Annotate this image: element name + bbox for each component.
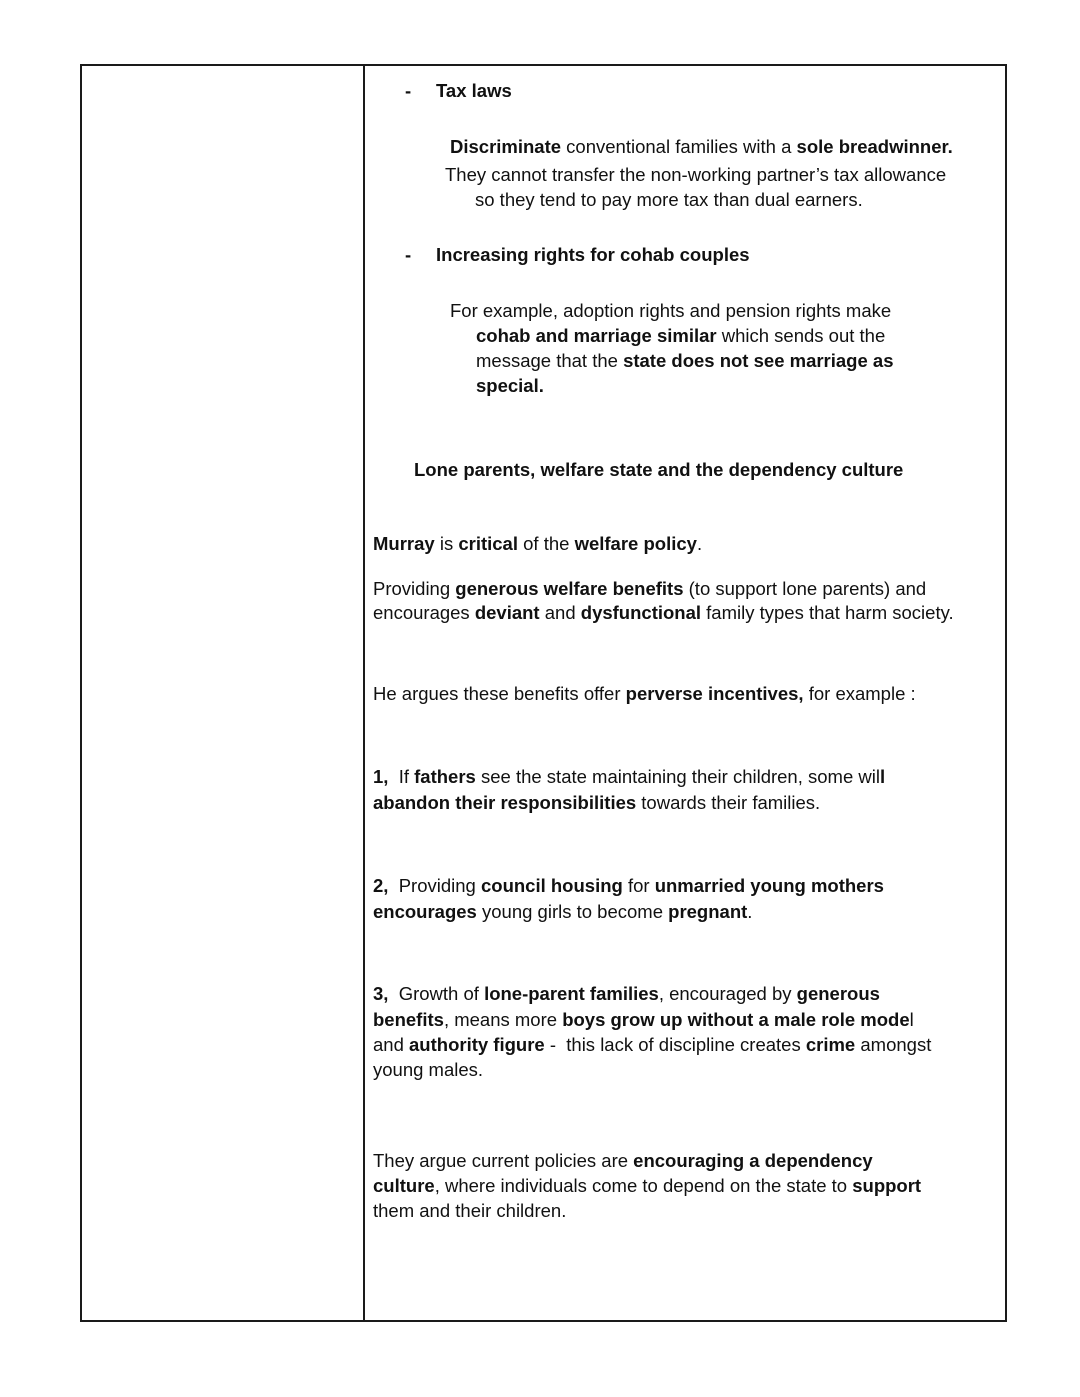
tax-laws-heading: Tax laws (436, 80, 512, 101)
emphasis: l (879, 766, 886, 787)
text: encourages (373, 602, 475, 623)
text: , where individuals come to depend on the state to (434, 1175, 853, 1196)
text: , means more (443, 1009, 563, 1030)
point-1-line-2 (373, 790, 820, 815)
text: see the state maintaining their children, some wil (475, 766, 880, 787)
right-column-cell (365, 66, 1005, 1320)
text: Providing (373, 578, 456, 599)
emphasis: unmarried young mothers (654, 875, 884, 896)
text: If (388, 766, 415, 787)
text: family types that harm society. (701, 602, 954, 623)
emphasis: generous (796, 983, 880, 1004)
text: Growth of (388, 983, 485, 1004)
emphasis: cohab and marriage similar (476, 325, 717, 346)
text: message that the (476, 350, 624, 371)
text: . (747, 901, 753, 922)
emphasis: boys grow up without a male role mode (562, 1009, 910, 1030)
emphasis: pregnant (668, 901, 748, 922)
providing-line-2 (373, 600, 954, 625)
point-3-line-3 (373, 1032, 931, 1057)
point-1-line-1 (373, 764, 885, 789)
text: and (373, 1034, 410, 1055)
emphasis: abandon their responsibilities (373, 792, 637, 813)
left-column-cell (82, 66, 365, 1320)
text: . (696, 533, 703, 554)
tax-laws-line-3: so they tend to pay more tax than dual earners. (475, 189, 863, 210)
bullet-dash: - (405, 80, 412, 101)
section-heading: Lone parents, welfare state and the dependency culture (414, 459, 904, 480)
text: They argue current policies are (373, 1150, 634, 1171)
emphasis: fathers (414, 766, 476, 787)
text: (to support lone parents) and (683, 578, 927, 599)
emphasis: support (852, 1175, 922, 1196)
cohab-line-2 (476, 323, 885, 348)
providing-line-1 (373, 576, 926, 601)
emphasis: state does not see marriage as (623, 350, 894, 371)
text: amongst (855, 1034, 932, 1055)
emphasis: authority figure (409, 1034, 545, 1055)
cohab-line-4: special. (476, 375, 544, 396)
point-2-line-2 (373, 899, 752, 924)
cohab-line-1: For example, adoption rights and pension rights make (450, 300, 892, 321)
point-3-line-2 (373, 1007, 914, 1032)
conclusion-line-3: them and their children. (373, 1200, 567, 1221)
tax-laws-line-2: They cannot transfer the non-working partner’s tax allowance (445, 164, 947, 185)
text: , encouraged by (658, 983, 797, 1004)
emphasis: dysfunctional (580, 602, 702, 623)
text: of the (518, 533, 575, 554)
point-3-line-1 (373, 981, 880, 1006)
text: l (909, 1009, 914, 1030)
emphasis: sole breadwinner. (796, 136, 953, 157)
emphasis: Discriminate (450, 136, 562, 157)
emphasis: benefits (373, 1009, 444, 1030)
murray-paragraph (373, 531, 702, 556)
emphasis: welfare policy (574, 533, 697, 554)
emphasis: crime (805, 1034, 856, 1055)
conclusion-line-1 (373, 1148, 873, 1173)
emphasis: generous welfare benefits (455, 578, 684, 599)
point-number: 2, (373, 875, 389, 896)
text: young girls to become (476, 901, 669, 922)
cohab-rights-heading: Increasing rights for cohab couples (436, 244, 750, 265)
text: for example : (803, 683, 916, 704)
text: Providing (388, 875, 481, 896)
argues-paragraph (373, 681, 916, 706)
text: for (622, 875, 655, 896)
emphasis: culture (373, 1175, 435, 1196)
emphasis: encourages (373, 901, 477, 922)
text: which sends out the (716, 325, 886, 346)
emphasis: lone-parent families (484, 983, 659, 1004)
emphasis: Murray (373, 533, 435, 554)
text: He argues these benefits offer (373, 683, 626, 704)
text: - this lack of discipline creates (544, 1034, 806, 1055)
emphasis: critical (458, 533, 518, 554)
emphasis: deviant (474, 602, 540, 623)
conclusion-line-2 (373, 1173, 921, 1198)
text: is (434, 533, 459, 554)
text: towards their families. (636, 792, 821, 813)
point-3-line-4: young males. (373, 1059, 484, 1080)
emphasis: encouraging a dependency (633, 1150, 873, 1171)
cohab-line-3 (476, 348, 894, 373)
text: conventional families with a (561, 136, 797, 157)
emphasis: council housing (480, 875, 623, 896)
point-number: 3, (373, 983, 389, 1004)
emphasis: perverse incentives, (625, 683, 804, 704)
tax-laws-line-1 (450, 134, 953, 159)
text: and (539, 602, 581, 623)
bullet-dash: - (405, 244, 412, 265)
notes-table (80, 64, 1007, 1322)
point-number: 1, (373, 766, 389, 787)
point-2-line-1 (373, 873, 884, 898)
